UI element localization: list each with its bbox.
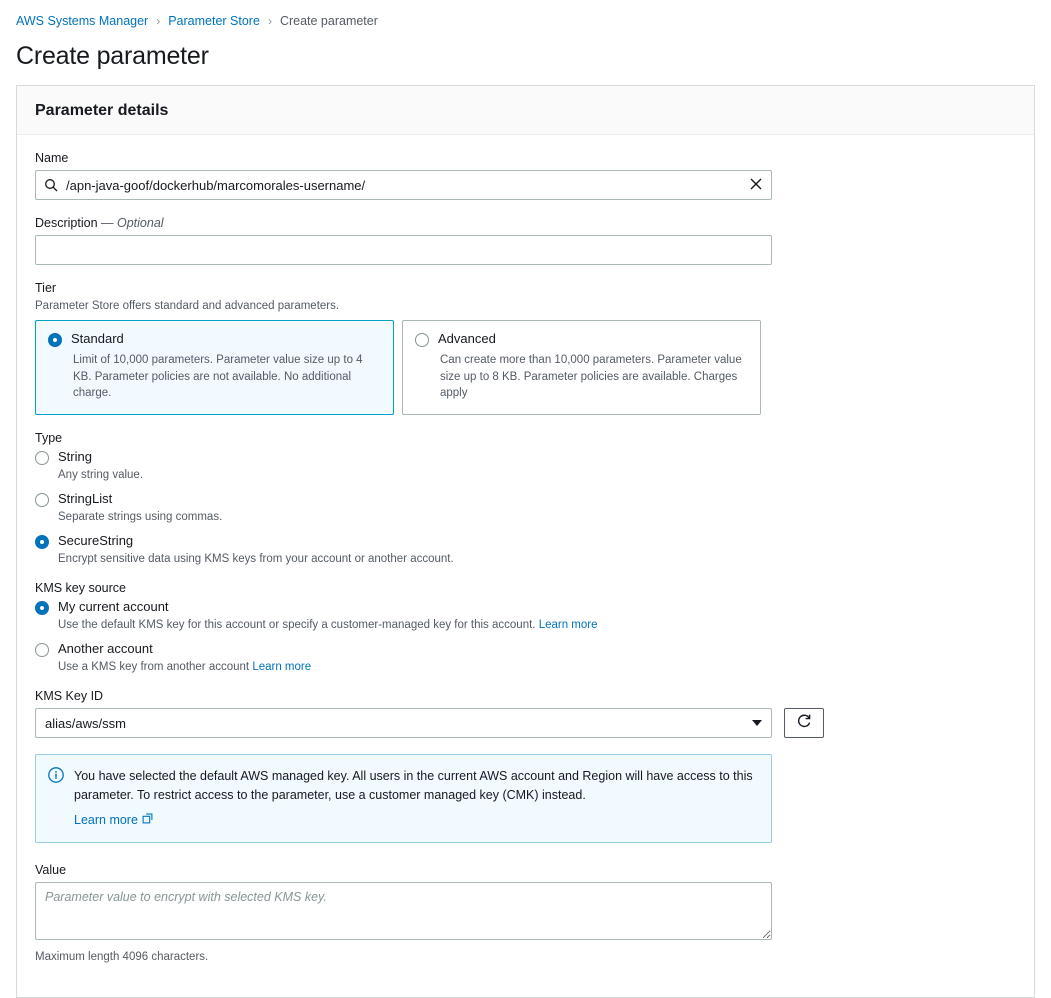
description-label-text: Description	[35, 216, 98, 230]
type-option-string[interactable]	[35, 450, 1016, 481]
parameter-details-card	[16, 85, 1035, 998]
tier-standard-radio[interactable]	[48, 333, 62, 347]
kms-key-id-select[interactable]	[35, 708, 772, 738]
info-icon	[48, 767, 64, 830]
external-link-icon	[142, 811, 153, 830]
description-optional-text: — Optional	[101, 216, 164, 230]
description-input[interactable]	[35, 235, 772, 265]
type-securestring-title: SecureString	[58, 533, 134, 549]
type-string-radio[interactable]	[35, 451, 49, 465]
kms-source-another-description	[58, 661, 1016, 673]
tier-standard-title: Standard	[71, 331, 124, 346]
name-field-group	[35, 151, 1016, 200]
kms-source-another-learn-more-link[interactable]: Learn more	[252, 661, 312, 674]
kms-source-current-description	[58, 619, 1016, 631]
type-label: Type	[35, 431, 63, 446]
description-input-wrap	[35, 235, 772, 265]
kms-key-source-label: KMS key source	[35, 581, 127, 596]
alert-body	[74, 767, 757, 830]
tier-standard-description: Limit of 10,000 parameters. Parameter value size up to 4 KB. Parameter policies are not available. No additional charge.	[73, 354, 363, 400]
type-securestring-radio[interactable]	[35, 535, 49, 549]
refresh-button[interactable]	[784, 708, 824, 738]
description-label	[35, 216, 1016, 230]
type-string-title: String	[58, 449, 92, 465]
type-stringlist-description: Separate strings using commas.	[58, 511, 223, 524]
tier-option-standard[interactable]	[35, 320, 394, 415]
clear-name-icon[interactable]	[748, 177, 764, 193]
tier-options	[35, 320, 1016, 415]
kms-key-id-value: alias/aws/ssm	[45, 715, 126, 731]
breadcrumb-item-aws-systems-manager[interactable]: AWS Systems Manager	[16, 14, 149, 28]
value-textarea[interactable]	[35, 882, 772, 940]
breadcrumb-item-create-parameter: Create parameter	[279, 14, 378, 28]
name-input[interactable]	[35, 170, 772, 200]
name-input-wrap	[35, 170, 772, 200]
kms-source-option-another-account[interactable]	[35, 642, 1016, 673]
tier-label: Tier	[35, 281, 57, 295]
value-label: Value	[35, 863, 67, 878]
type-group	[35, 431, 1016, 565]
breadcrumb-item-parameter-store[interactable]: Parameter Store	[168, 14, 260, 28]
value-hint: Maximum length 4096 characters.	[35, 951, 209, 964]
type-option-securestring[interactable]	[35, 534, 1016, 565]
alert-learn-more-link[interactable]	[74, 811, 153, 830]
kms-key-id-row	[35, 708, 1016, 738]
type-string-description: Any string value.	[58, 469, 144, 482]
kms-key-source-group	[35, 581, 1016, 673]
breadcrumb-separator-icon: ›	[156, 14, 161, 28]
breadcrumb	[0, 0, 1051, 28]
kms-source-current-learn-more-link[interactable]: Learn more	[538, 619, 598, 632]
tier-group	[35, 281, 1016, 415]
kms-key-id-group	[35, 689, 1016, 843]
value-group	[35, 863, 1016, 963]
kms-source-another-title: Another account	[58, 641, 153, 657]
alert-learn-more-label: Learn more	[74, 812, 138, 827]
description-field-group	[35, 216, 1016, 265]
breadcrumb-separator-icon: ›	[267, 14, 272, 28]
card-header	[17, 86, 1034, 135]
tier-advanced-radio[interactable]	[415, 333, 429, 347]
tier-advanced-title: Advanced	[438, 331, 496, 346]
kms-source-current-title: My current account	[58, 599, 169, 615]
kms-key-id-label: KMS Key ID	[35, 689, 104, 704]
card-body	[17, 135, 1034, 997]
tier-description: Parameter Store offers standard and advanced parameters.	[35, 300, 340, 312]
refresh-icon	[796, 713, 812, 734]
kms-source-option-current-account[interactable]	[35, 600, 1016, 631]
type-option-stringlist[interactable]	[35, 492, 1016, 523]
kms-source-another-radio[interactable]	[35, 643, 49, 657]
type-securestring-description: Encrypt sensitive data using KMS keys from your account or another account.	[58, 553, 454, 566]
kms-source-current-radio[interactable]	[35, 601, 49, 615]
name-label: Name	[35, 151, 69, 165]
type-stringlist-radio[interactable]	[35, 493, 49, 507]
tier-option-advanced[interactable]	[402, 320, 761, 415]
type-stringlist-title: StringList	[58, 491, 113, 507]
tier-advanced-description: Can create more than 10,000 parameters. Parameter value size up to 8 KB. Parameter policies are available. Charges apply	[440, 354, 742, 400]
kms-source-current-text: Use the default KMS key for this account or specify a customer-managed key for this account.	[58, 619, 536, 632]
alert-message: You have selected the default AWS managed key. All users in the current AWS account and Region will have access to this parameter. To restrict access to the parameter, use a customer managed key (CMK) instead.	[74, 769, 753, 803]
kms-default-key-alert	[35, 754, 772, 843]
chevron-down-icon	[752, 720, 762, 726]
kms-source-another-text: Use a KMS key from another account	[58, 661, 250, 674]
page-title: Create parameter	[16, 42, 209, 70]
card-title: Parameter details	[35, 102, 169, 119]
